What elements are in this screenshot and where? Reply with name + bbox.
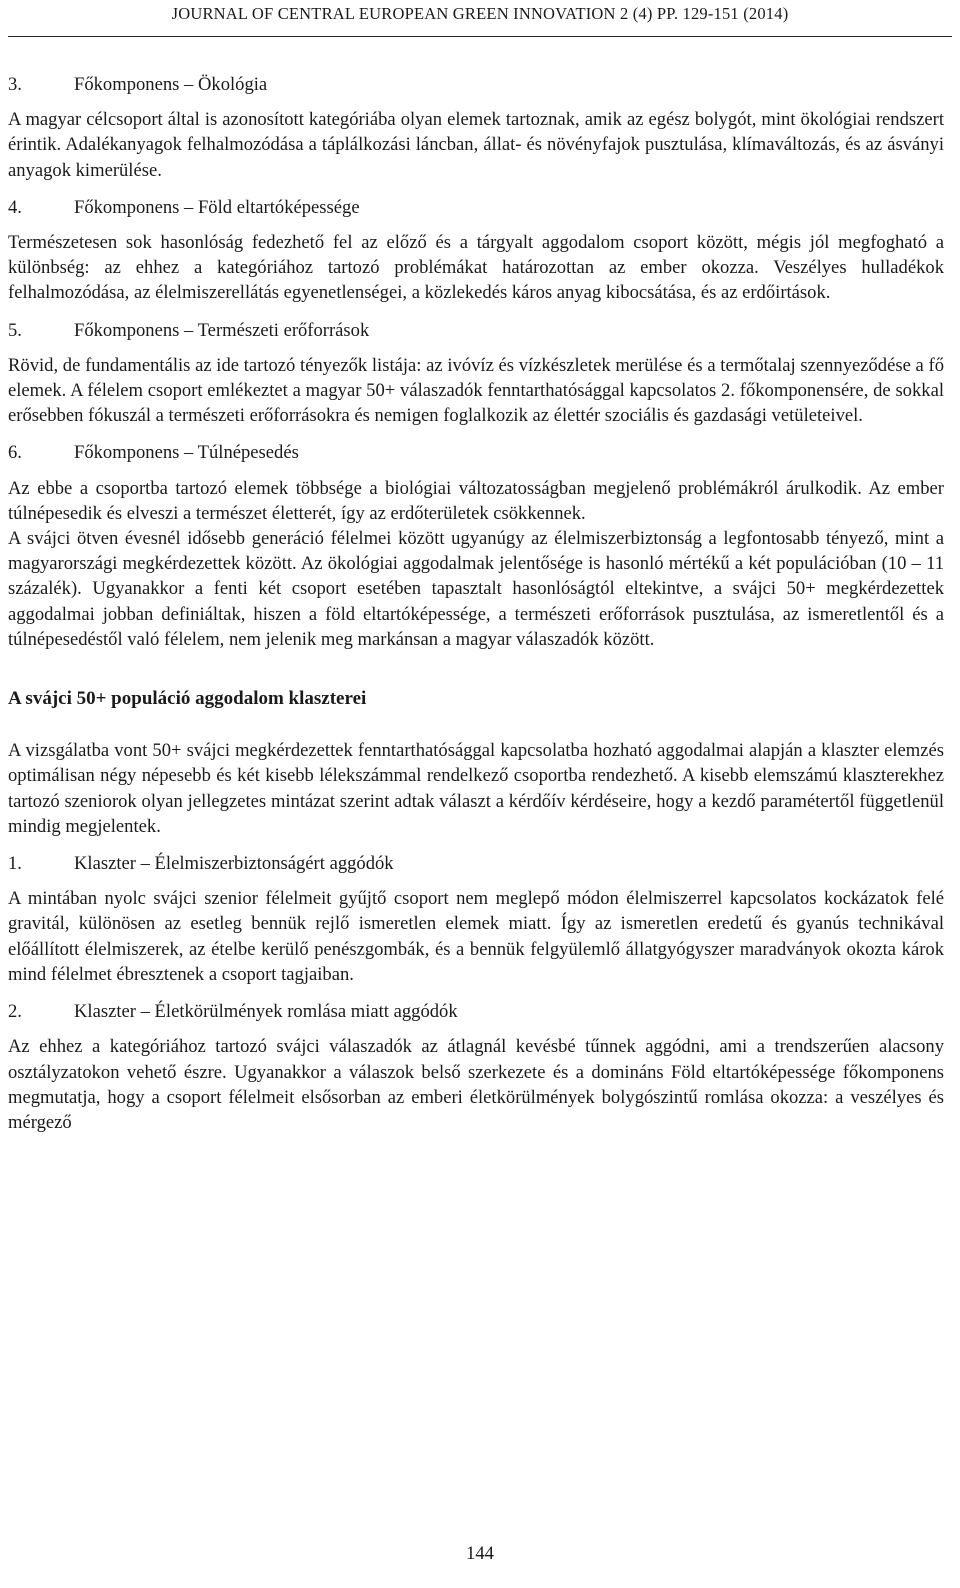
section-4-heading (8, 195, 944, 220)
paragraph: A magyar célcsoport által is azonosított kategóriába olyan elemek tartoznak, amik az egész bolygót, mint ökológiai rendszert érintik. Adalékanyagok felhalmozódása a táplálkozási láncban, állat- és növényfajok pusztulása, klímaváltozás, és az ásványi anyagok kimerülése. (8, 109, 944, 181)
section-heading: A svájci 50+ populáció aggodalom klaszterei (8, 688, 367, 710)
section-3-heading (8, 72, 944, 97)
cluster-number: 2. (8, 1001, 22, 1023)
intro-paragraph: A vizsgálatba vont 50+ svájci megkérdezettek fenntarthatósággal kapcsolatba hozható aggodalmai alapján a klaszter elemzés optimálisan négy népesebb és két kisebb lélekszámmal rendelkező csoportba rendezhető. A kisebb elemszámú klaszterekhez tartozó szeniorok olyan jellegzetes mintázat szerint adtak választ a kérdőív kérdéseire, hogy a kezdő paramétertől függetlenül mindig megjelentek. (8, 740, 944, 837)
section-6-heading (8, 440, 944, 465)
section-title: Főkomponens – Ökológia (74, 74, 268, 95)
section-number: 6. (8, 442, 22, 464)
section-number: 5. (8, 319, 22, 341)
section-title: Főkomponens – Természeti erőforrások (74, 319, 370, 341)
cluster-number: 1. (8, 853, 22, 875)
section-number: 4. (8, 196, 22, 218)
section-number: 3. (8, 74, 22, 95)
section-title: Főkomponens – Föld eltartóképessége (74, 196, 360, 218)
header-rule (8, 36, 952, 37)
page-body (8, 72, 944, 1135)
cluster-1-heading (8, 851, 944, 876)
paragraph: Rövid, de fundamentális az ide tartozó tényezők listája: az ivóvíz és vízkészletek merülése és a termőtalaj szennyeződése a fő elemek. A félelem csoport emlékeztet a magyar 50+ válaszadók fenntarthatósággal kapcsolatos 2. főkomponensére, de sokkal erősebben fókuszál a természeti erőforrásokra és nemigen foglalkozik az élettér szociális és gazdasági vetületeivel. (8, 354, 944, 427)
paragraph: Természetesen sok hasonlóság fedezhető fel az előző és a tárgyalt aggodalom csoport között, mégis jól megfogható a különbség: az ehhez a kategóriához tartozó problémákat határozottan az ember okozza. Veszélyes hulladékok felhalmozódása, az élelmiszerellátás egyenetlenségei, a közlekedés káros anyag kibocsátása, és az erdőirtások. (8, 232, 944, 304)
section-5-heading (8, 318, 944, 343)
running-header: JOURNAL OF CENTRAL EUROPEAN GREEN INNOVATION 2 (4) PP. 129-151 (2014) (171, 4, 789, 23)
cluster-title: Klaszter – Életkörülmények romlása miatt aggódók (74, 1001, 458, 1023)
cluster-title: Klaszter – Élelmiszerbiztonságért aggódók (74, 853, 394, 875)
section-title: Főkomponens – Túlnépesedés (74, 442, 299, 464)
paragraph: A mintában nyolc svájci szenior félelmeit gyűjtő csoport nem meglepő módon élelmiszerrel kapcsolatos kockázatok felé gravitál, különösen az esetleg bennük rejlő ismeretlen elemek miatt. Így az ismeretlen eredetű és gyanús technikával előállított élelmiszerek, az ételbe kerülő penészgombák, és a bennük felgyülemlő állatgyógyszer maradványok okozta károk mind félelmet ébresztenek a csoport tagjaiban. (8, 888, 944, 985)
paragraph: Az ebbe a csoportba tartozó elemek többsége a biológiai változatosságban megjelenő problémákról árulkodik. Az ember túlnépesedik és elveszi a természet életterét, így az erdőterületek csökkennek. (8, 477, 944, 524)
page-number: 144 (466, 1543, 494, 1564)
paragraph: Az ehhez a kategóriához tartozó svájci válaszadók az átlagnál kevésbé tűnnek aggódni, ami a trendszerűen alacsony osztályzatokon vehető észre. Ugyanakkor a válaszok belső szerkezete és a domináns Föld eltartóképessége főkomponens megmutatja, hogy a csoport félelmeit elsősorban az emberi életkörülmények bolygószintű romlása okozza: a veszélyes és mérgező (8, 1036, 944, 1133)
cluster-2-heading (8, 999, 944, 1024)
paragraph: A svájci ötven évesnél idősebb generáció félelmei között ugyanúgy az élelmiszerbiztonság a legfontosabb tényező, mint a magyarországi megkérdezettek között. Az ökológiai aggodalmak jelentősége is hasonló mértékű a két populációban (10 – 11 százalék). Ugyanakkor a fenti két csoport esetében tapasztalt hasonlóságtól eltekintve, a svájci 50+ megkérdezettek aggodalmai jobban definiáltak, hiszen a föld eltartóképessége, a természeti erőforrások pusztulása, az ismeretlentől és a túlnépesedéstől való félelem, nem jelenik meg markánsan a magyar válaszadók között. (8, 528, 944, 650)
